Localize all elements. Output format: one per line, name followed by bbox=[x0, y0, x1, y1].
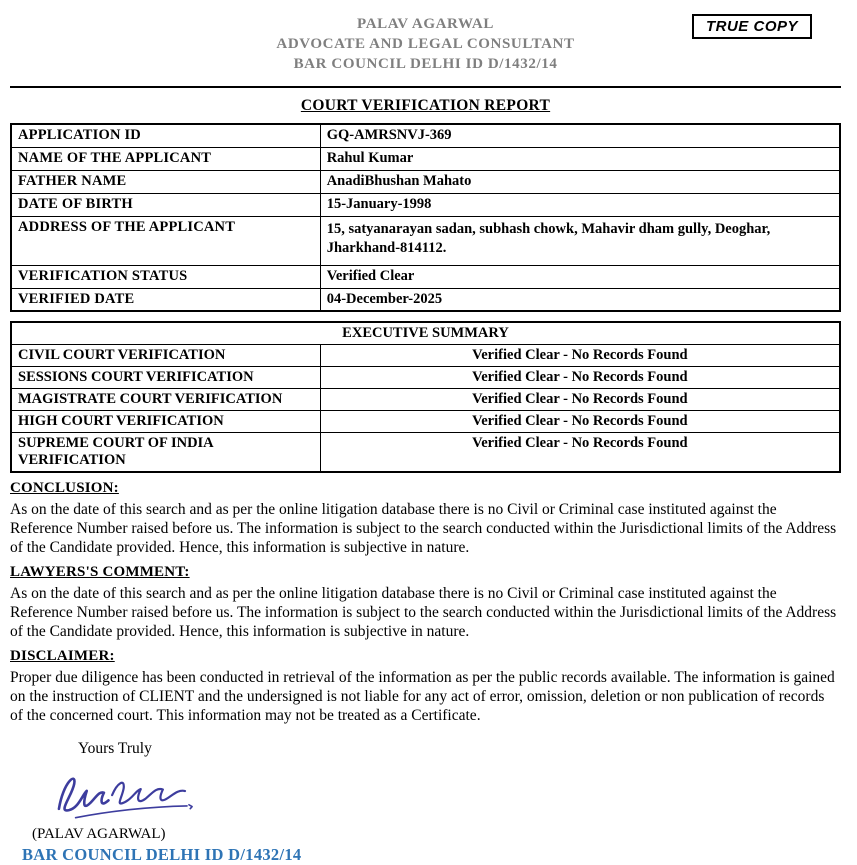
table-row bbox=[11, 265, 840, 288]
field-label: FATHER NAME bbox=[11, 170, 320, 193]
table-row bbox=[11, 216, 840, 265]
advocate-name: PALAV AGARWAL bbox=[357, 16, 494, 32]
advocate-bar-id: BAR COUNCIL DELHI ID D/1432/14 bbox=[293, 56, 558, 72]
field-value: Verified Clear - No Records Found bbox=[320, 389, 840, 411]
field-label: ADDRESS OF THE APPLICANT bbox=[11, 216, 320, 265]
field-value: Rahul Kumar bbox=[320, 147, 840, 170]
field-label: SUPREME COURT OF INDIA VERIFICATION bbox=[11, 433, 320, 473]
report-title: COURT VERIFICATION REPORT bbox=[300, 97, 551, 114]
signature bbox=[48, 764, 841, 824]
field-value: AnadiBhushan Mahato bbox=[320, 170, 840, 193]
field-label: APPLICATION ID bbox=[11, 124, 320, 147]
section-heading: LAWYERS'S COMMENT: bbox=[10, 564, 190, 580]
table-row bbox=[11, 433, 840, 473]
section-body: Proper due diligence has been conducted in retrieval of the information as per the public records available. The information is gained on the instruction of CLIENT and the undersigned is not liable for any act of error, omission, deletion or non publication of records of the concerned court. This information may not be treated as a Certificate. bbox=[10, 669, 835, 724]
field-value: Verified Clear - No Records Found bbox=[320, 345, 840, 367]
field-value: Verified Clear - No Records Found bbox=[320, 411, 840, 433]
table-row bbox=[11, 389, 840, 411]
section-heading: DISCLAIMER: bbox=[10, 648, 115, 664]
section-body: As on the date of this search and as per the online litigation database there is no Civil or Criminal case instituted against the Reference Number raised before us. The information is subject to the search conducted within the Jurisdictional limits of the Address of the Candidate provided. Hence, this information is subjective in nature. bbox=[10, 501, 837, 556]
table-row bbox=[11, 170, 840, 193]
signature-scribble-icon bbox=[46, 758, 210, 827]
applicant-details-table bbox=[10, 123, 841, 312]
lawyers-comment-section bbox=[10, 564, 841, 641]
section-body: As on the date of this search and as per the online litigation database there is no Civil or Criminal case instituted against the Reference Number raised before us. The information is subject to the search conducted within the Jurisdictional limits of the Address of the Candidate provided. Hence, this information is subjective in nature. bbox=[10, 585, 837, 640]
signatory-name: (PALAV AGARWAL) bbox=[32, 826, 166, 842]
field-label: DATE OF BIRTH bbox=[11, 193, 320, 216]
disclaimer-section bbox=[10, 648, 841, 725]
header-divider bbox=[10, 86, 841, 88]
section-heading: CONCLUSION: bbox=[10, 480, 119, 496]
table-row bbox=[11, 147, 840, 170]
true-copy-stamp: TRUE COPY bbox=[692, 14, 812, 39]
field-value: 04-December-2025 bbox=[320, 288, 840, 311]
field-value: GQ-AMRSNVJ-369 bbox=[320, 124, 840, 147]
executive-summary-table bbox=[10, 321, 841, 473]
table-row bbox=[11, 411, 840, 433]
table-row bbox=[11, 345, 840, 367]
field-label: MAGISTRATE COURT VERIFICATION bbox=[11, 389, 320, 411]
field-value: 15, satyanarayan sadan, subhash chowk, Mahavir dham gully, Deoghar, Jharkhand-814112. bbox=[320, 216, 840, 265]
signatory-bar-id: BAR COUNCIL DELHI ID D/1432/14 bbox=[22, 845, 302, 864]
table-row bbox=[11, 124, 840, 147]
field-label: NAME OF THE APPLICANT bbox=[11, 147, 320, 170]
closing-text: Yours Truly bbox=[78, 740, 152, 757]
advocate-title: ADVOCATE AND LEGAL CONSULTANT bbox=[276, 36, 575, 52]
field-label: VERIFIED DATE bbox=[11, 288, 320, 311]
table-row bbox=[11, 288, 840, 311]
field-value: Verified Clear bbox=[320, 265, 840, 288]
field-value: Verified Clear - No Records Found bbox=[320, 433, 840, 473]
table-row bbox=[11, 193, 840, 216]
table-row bbox=[11, 367, 840, 389]
field-label: CIVIL COURT VERIFICATION bbox=[11, 345, 320, 367]
conclusion-section bbox=[10, 480, 841, 557]
field-label: HIGH COURT VERIFICATION bbox=[11, 411, 320, 433]
table-row bbox=[11, 322, 840, 345]
field-value: 15-January-1998 bbox=[320, 193, 840, 216]
field-label: SESSIONS COURT VERIFICATION bbox=[11, 367, 320, 389]
executive-summary-title: EXECUTIVE SUMMARY bbox=[11, 322, 840, 345]
field-label: VERIFICATION STATUS bbox=[11, 265, 320, 288]
field-value: Verified Clear - No Records Found bbox=[320, 367, 840, 389]
